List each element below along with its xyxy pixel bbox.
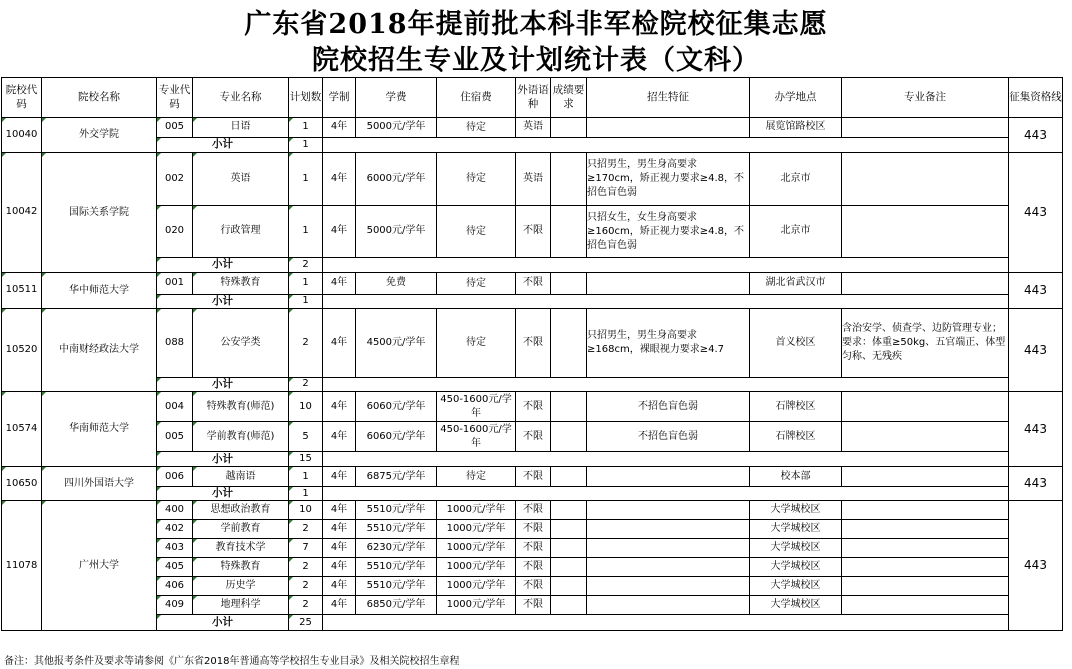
table-row [2,118,1063,138]
location: 大学城校区 [750,539,842,558]
language: 不限 [516,206,551,258]
tuition-fee: 免费 [356,273,437,295]
subtotal-fill [323,378,1009,392]
score-req [551,520,587,539]
subtotal-row [2,378,1063,392]
location: 石牌校区 [750,392,842,422]
subtotal-fill [323,487,1009,501]
table-row [2,309,1063,378]
plan-count: 2 [289,577,323,596]
years: 4年 [323,501,356,520]
table-row [2,596,1063,615]
header-language: 外语语种 [516,78,551,118]
years: 4年 [323,153,356,206]
table-body [2,118,1063,631]
qualification-line: 443 [1009,153,1063,273]
school-name: 四川外国语大学 [42,467,157,501]
table-row [2,520,1063,539]
tuition-fee: 6060元/学年 [356,422,437,452]
school-name: 华南师范大学 [42,392,157,467]
header-major-name: 专业名称 [193,78,289,118]
page-subtitle: 院校招生专业及计划统计表（文科） [312,45,760,76]
language: 不限 [516,558,551,577]
major-code: 400 [157,501,193,520]
header-school-code: 院校代码 [2,78,42,118]
major-code: 001 [157,273,193,295]
tuition-fee: 5510元/学年 [356,558,437,577]
dorm-fee: 450-1600元/学年 [437,422,516,452]
major-name: 特殊教育 [193,273,289,295]
plan-count: 2 [289,558,323,577]
major-note [842,206,1009,258]
score-req [551,539,587,558]
table-row [2,577,1063,596]
major-code: 004 [157,392,193,422]
major-note [842,577,1009,596]
years: 4年 [323,539,356,558]
major-name: 行政管理 [193,206,289,258]
language: 不限 [516,520,551,539]
subtotal-row [2,258,1063,273]
subtotal-label: 小计 [157,452,289,467]
header-score: 成绩要求 [551,78,587,118]
location: 大学城校区 [750,520,842,539]
location: 石牌校区 [750,422,842,452]
school-name: 外交学院 [42,118,157,153]
subtotal-fill [323,452,1009,467]
header-line: 征集资格线 [1009,78,1063,118]
major-note [842,422,1009,452]
school-code: 10650 [2,467,42,501]
subtotal-fill [323,258,1009,273]
dorm-fee: 待定 [437,153,516,206]
tuition-fee: 6875元/学年 [356,467,437,487]
language: 不限 [516,577,551,596]
header-location: 办学地点 [750,78,842,118]
school-name: 中南财经政法大学 [42,309,157,392]
score-req [551,501,587,520]
years: 4年 [323,596,356,615]
dorm-fee: 待定 [437,206,516,258]
tuition-fee: 5000元/学年 [356,118,437,138]
qualification-line: 443 [1009,273,1063,309]
score-req [551,422,587,452]
major-name: 学前教育 [193,520,289,539]
years: 4年 [323,309,356,378]
subtotal-label: 小计 [157,615,289,631]
years: 4年 [323,577,356,596]
school-name: 广州大学 [42,501,157,631]
location: 湖北省武汉市 [750,273,842,295]
subtotal-row [2,615,1063,631]
school-code: 11078 [2,501,42,631]
plan-count: 2 [289,596,323,615]
major-code: 402 [157,520,193,539]
header-fee: 学费 [356,78,437,118]
tuition-fee: 6000元/学年 [356,153,437,206]
plan-count: 1 [289,467,323,487]
subtotal-fill [323,615,1009,631]
major-code: 406 [157,577,193,596]
plan-count: 1 [289,153,323,206]
language: 不限 [516,539,551,558]
subtotal-label: 小计 [157,378,289,392]
dorm-fee: 待定 [437,118,516,138]
plan-count: 2 [289,520,323,539]
qualification-line: 443 [1009,392,1063,467]
major-code: 005 [157,422,193,452]
header-note: 专业备注 [842,78,1009,118]
location: 校本部 [750,467,842,487]
major-note [842,392,1009,422]
dorm-fee: 待定 [437,309,516,378]
language: 不限 [516,422,551,452]
feature: 不招色盲色弱 [587,392,750,422]
school-name: 华中师范大学 [42,273,157,309]
years: 4年 [323,467,356,487]
subtotal-label: 小计 [157,487,289,501]
major-code: 006 [157,467,193,487]
feature [587,273,750,295]
school-name: 国际关系学院 [42,153,157,273]
location: 首义校区 [750,309,842,378]
score-req [551,577,587,596]
language: 不限 [516,501,551,520]
table-row [2,501,1063,520]
header-feature: 招生特征 [587,78,750,118]
dorm-fee: 待定 [437,273,516,295]
language: 不限 [516,392,551,422]
location: 北京市 [750,206,842,258]
major-name: 特殊教育(师范) [193,392,289,422]
tuition-fee: 5510元/学年 [356,577,437,596]
major-code: 005 [157,118,193,138]
feature: 不招色盲色弱 [587,422,750,452]
major-code: 002 [157,153,193,206]
qualification-line: 443 [1009,501,1063,631]
location: 大学城校区 [750,558,842,577]
qualification-line: 443 [1009,118,1063,153]
table-row [2,392,1063,422]
feature [587,539,750,558]
dorm-fee: 待定 [437,467,516,487]
plan-count: 2 [289,309,323,378]
score-req [551,596,587,615]
feature [587,596,750,615]
dorm-fee: 1000元/学年 [437,577,516,596]
major-name: 特殊教育 [193,558,289,577]
language: 不限 [516,467,551,487]
subtotal-row [2,452,1063,467]
subtotal-row [2,487,1063,501]
feature: 只招男生，男生身高要求≥170cm，矫正视力要求≥4.8，不招色盲色弱 [587,153,750,206]
major-note [842,558,1009,577]
location: 展览馆路校区 [750,118,842,138]
school-code: 10574 [2,392,42,467]
tuition-fee: 4500元/学年 [356,309,437,378]
table-row [2,558,1063,577]
feature [587,577,750,596]
tuition-fee: 6060元/学年 [356,392,437,422]
header-major-code: 专业代码 [157,78,193,118]
language: 英语 [516,118,551,138]
page-title: 广东省2018年提前批本科非军检院校征集志愿 [244,9,828,40]
dorm-fee: 450-1600元/学年 [437,392,516,422]
feature [587,118,750,138]
subtotal-row [2,138,1063,153]
major-note [842,539,1009,558]
enrollment-table [1,77,1063,631]
major-name: 越南语 [193,467,289,487]
plan-count: 1 [289,273,323,295]
major-code: 088 [157,309,193,378]
plan-count: 7 [289,539,323,558]
table-row [2,422,1063,452]
subtotal-row [2,295,1063,309]
years: 4年 [323,118,356,138]
feature [587,558,750,577]
school-code: 10520 [2,309,42,392]
table-row [2,467,1063,487]
dorm-fee: 1000元/学年 [437,501,516,520]
language: 不限 [516,596,551,615]
score-req [551,309,587,378]
major-note [842,596,1009,615]
location: 大学城校区 [750,596,842,615]
header-row [2,78,1063,118]
plan-count: 1 [289,118,323,138]
header-plan: 计划数 [289,78,323,118]
subtotal-value: 25 [289,615,323,631]
dorm-fee: 1000元/学年 [437,539,516,558]
major-name: 地理科学 [193,596,289,615]
score-req [551,392,587,422]
major-note [842,467,1009,487]
score-req [551,467,587,487]
major-note [842,501,1009,520]
years: 4年 [323,273,356,295]
years: 4年 [323,558,356,577]
header-dorm: 住宿费 [437,78,516,118]
score-req [551,558,587,577]
years: 4年 [323,392,356,422]
major-name: 思想政治教育 [193,501,289,520]
major-name: 学前教育(师范) [193,422,289,452]
subtotal-value: 2 [289,258,323,273]
footnote: 备注：其他报考条件及要求等请参阅《广东省2018年普通高等学校招生专业目录》及相关院校招生章程 [4,656,460,667]
subtotal-value: 1 [289,487,323,501]
language: 不限 [516,273,551,295]
school-code: 10042 [2,153,42,273]
major-name: 教育技术学 [193,539,289,558]
major-note [842,153,1009,206]
language: 不限 [516,309,551,378]
qualification-line: 443 [1009,309,1063,392]
major-name: 英语 [193,153,289,206]
major-note [842,273,1009,295]
score-req [551,118,587,138]
plan-count: 5 [289,422,323,452]
feature: 只招女生，女生身高要求≥160cm，矫正视力要求≥4.8，不招色盲色弱 [587,206,750,258]
plan-count: 10 [289,392,323,422]
major-code: 405 [157,558,193,577]
dorm-fee: 1000元/学年 [437,596,516,615]
subtotal-label: 小计 [157,295,289,309]
location: 大学城校区 [750,577,842,596]
tuition-fee: 5000元/学年 [356,206,437,258]
score-req [551,153,587,206]
subtotal-label: 小计 [157,258,289,273]
subtotal-value: 1 [289,295,323,309]
major-name: 历史学 [193,577,289,596]
plan-count: 1 [289,206,323,258]
header-school-name: 院校名称 [42,78,157,118]
subtotal-value: 1 [289,138,323,153]
location: 北京市 [750,153,842,206]
major-code: 403 [157,539,193,558]
tuition-fee: 5510元/学年 [356,501,437,520]
location: 大学城校区 [750,501,842,520]
qualification-line: 443 [1009,467,1063,501]
language: 英语 [516,153,551,206]
subtotal-fill [323,138,1009,153]
table-row [2,273,1063,295]
school-code: 10040 [2,118,42,153]
major-note: 含治安学、侦查学、边防管理专业；要求：体重≥50kg、五官端正、体型匀称、无残疾 [842,309,1009,378]
table-row [2,206,1063,258]
feature [587,501,750,520]
table-row [2,153,1063,206]
tuition-fee: 6850元/学年 [356,596,437,615]
school-code: 10511 [2,273,42,309]
major-note [842,520,1009,539]
feature [587,520,750,539]
tuition-fee: 5510元/学年 [356,520,437,539]
major-note [842,118,1009,138]
feature: 只招男生，男生身高要求≥168cm，裸眼视力要求≥4.7 [587,309,750,378]
score-req [551,273,587,295]
years: 4年 [323,422,356,452]
major-name: 日语 [193,118,289,138]
subtotal-value: 15 [289,452,323,467]
major-name: 公安学类 [193,309,289,378]
plan-count: 10 [289,501,323,520]
major-code: 409 [157,596,193,615]
feature [587,467,750,487]
table-row [2,539,1063,558]
years: 4年 [323,520,356,539]
dorm-fee: 1000元/学年 [437,558,516,577]
tuition-fee: 6230元/学年 [356,539,437,558]
subtotal-value: 2 [289,378,323,392]
subtotal-label: 小计 [157,138,289,153]
header-years: 学制 [323,78,356,118]
subtotal-fill [323,295,1009,309]
years: 4年 [323,206,356,258]
score-req [551,206,587,258]
major-code: 020 [157,206,193,258]
dorm-fee: 1000元/学年 [437,520,516,539]
